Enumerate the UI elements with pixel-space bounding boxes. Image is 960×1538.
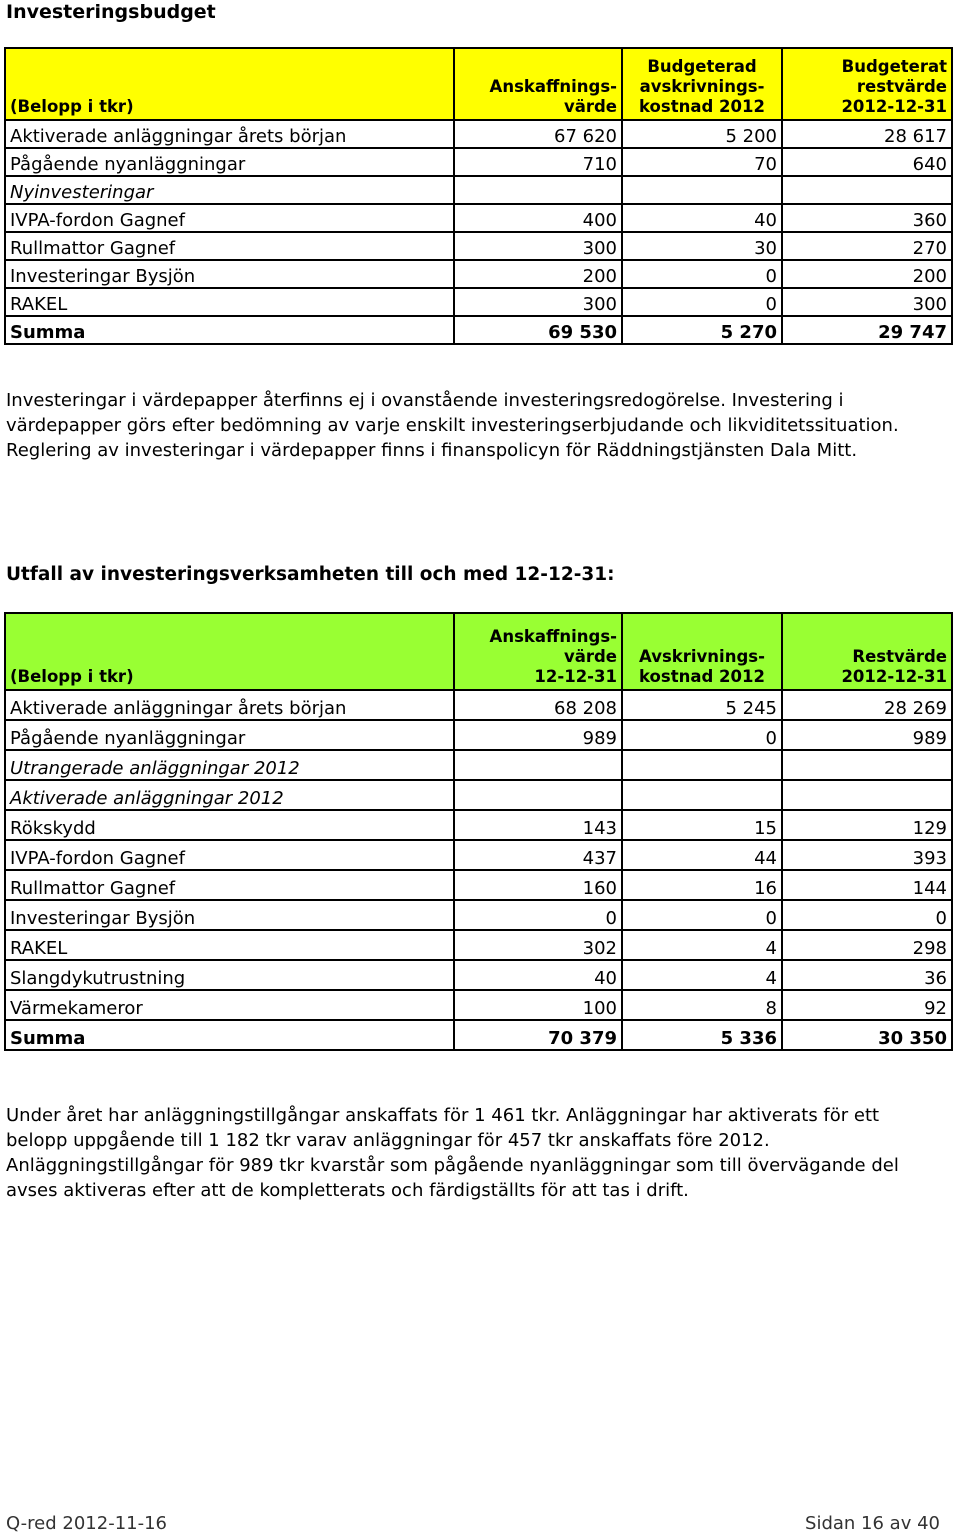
- sum-depreciation: 5 336: [622, 1020, 782, 1050]
- row-label: Rullmattor Gagnef: [5, 870, 454, 900]
- depreciation-cell: 30: [622, 232, 782, 260]
- row-label: Pågående nyanläggningar: [5, 720, 454, 750]
- table-row: [5, 870, 952, 900]
- residual-value-cell: 92: [782, 990, 952, 1020]
- sum-acquisition-value: 70 379: [454, 1020, 622, 1050]
- sum-row: [5, 1020, 952, 1050]
- table-row: [5, 720, 952, 750]
- residual-value-cell: 393: [782, 840, 952, 870]
- row-label: Rökskydd: [5, 810, 454, 840]
- residual-value-cell: 300: [782, 288, 952, 316]
- table-row: [5, 260, 952, 288]
- table-row: [5, 176, 952, 204]
- acquisition-value-cell: 40: [454, 960, 622, 990]
- depreciation-cell: 4: [622, 930, 782, 960]
- table-row: [5, 840, 952, 870]
- residual-value-cell: 0: [782, 900, 952, 930]
- acquisition-value-cell: 300: [454, 288, 622, 316]
- sum-depreciation: 5 270: [622, 316, 782, 344]
- depreciation-cell: 70: [622, 148, 782, 176]
- acquisition-value-cell: 437: [454, 840, 622, 870]
- acquisition-value-cell: [454, 750, 622, 780]
- acquisition-value-cell: 200: [454, 260, 622, 288]
- depreciation-cell: 0: [622, 288, 782, 316]
- row-label: IVPA-fordon Gagnef: [5, 840, 454, 870]
- header-residual-value: Restvärde 2012-12-31: [782, 613, 952, 690]
- residual-value-cell: 36: [782, 960, 952, 990]
- residual-value-cell: 28 617: [782, 120, 952, 148]
- sum-row: [5, 316, 952, 344]
- row-label: Utrangerade anläggningar 2012: [5, 750, 454, 780]
- residual-value-cell: [782, 780, 952, 810]
- acquisition-value-cell: 160: [454, 870, 622, 900]
- table-header-row: [5, 48, 952, 120]
- header-amount-label: (Belopp i tkr): [5, 48, 454, 120]
- residual-value-cell: 298: [782, 930, 952, 960]
- depreciation-cell: 5 200: [622, 120, 782, 148]
- depreciation-cell: 16: [622, 870, 782, 900]
- acquisition-value-cell: 300: [454, 232, 622, 260]
- header-depreciation: Avskrivnings- kostnad 2012: [622, 613, 782, 690]
- depreciation-cell: 15: [622, 810, 782, 840]
- acquisition-value-cell: [454, 176, 622, 204]
- row-label: Rullmattor Gagnef: [5, 232, 454, 260]
- sum-acquisition-value: 69 530: [454, 316, 622, 344]
- acquisition-value-cell: 67 620: [454, 120, 622, 148]
- securities-note-paragraph: Investeringar i värdepapper återfinns ej i ovanstående investeringsredogörelse. Investering i värdepapper görs efter bedömning av varje enskilt investeringserbjudande och likviditetssituation. Reglering av investeringar i värdepapper finns i finanspolicyn för Räddningstjänsten Dala Mitt.: [6, 390, 899, 461]
- table-row: [5, 900, 952, 930]
- table-row: [5, 232, 952, 260]
- table-row: [5, 990, 952, 1020]
- table-row: [5, 148, 952, 176]
- sum-residual-value: 30 350: [782, 1020, 952, 1050]
- acquisition-value-cell: 68 208: [454, 690, 622, 720]
- table-row: [5, 288, 952, 316]
- depreciation-cell: 4: [622, 960, 782, 990]
- depreciation-cell: [622, 176, 782, 204]
- acquisition-value-cell: 143: [454, 810, 622, 840]
- table-row: [5, 204, 952, 232]
- sum-label: Summa: [5, 316, 454, 344]
- row-label: Värmekameror: [5, 990, 454, 1020]
- acquisition-value-cell: 100: [454, 990, 622, 1020]
- row-label: Pågående nyanläggningar: [5, 148, 454, 176]
- acquisition-value-cell: 989: [454, 720, 622, 750]
- residual-value-cell: [782, 750, 952, 780]
- outcome-table: [4, 612, 953, 1051]
- depreciation-cell: 0: [622, 720, 782, 750]
- footer-document-ref: Q-red 2012-11-16: [6, 1513, 167, 1534]
- depreciation-cell: 8: [622, 990, 782, 1020]
- row-label: Aktiverade anläggningar 2012: [5, 780, 454, 810]
- depreciation-cell: 0: [622, 900, 782, 930]
- row-label: IVPA-fordon Gagnef: [5, 204, 454, 232]
- row-label: Aktiverade anläggningar årets början: [5, 120, 454, 148]
- row-label: Investeringar Bysjön: [5, 260, 454, 288]
- residual-value-cell: 640: [782, 148, 952, 176]
- residual-value-cell: 144: [782, 870, 952, 900]
- section-title: Utfall av investeringsverksamheten till och med 12-12-31:: [6, 564, 615, 585]
- acquisition-value-cell: 710: [454, 148, 622, 176]
- table-row: [5, 960, 952, 990]
- row-label: Nyinvesteringar: [5, 176, 454, 204]
- depreciation-cell: [622, 780, 782, 810]
- table-row: [5, 750, 952, 780]
- residual-value-cell: 360: [782, 204, 952, 232]
- sum-residual-value: 29 747: [782, 316, 952, 344]
- table-row: [5, 780, 952, 810]
- table-header-row: [5, 613, 952, 690]
- residual-value-cell: [782, 176, 952, 204]
- table-row: [5, 810, 952, 840]
- acquisition-value-cell: 302: [454, 930, 622, 960]
- residual-value-cell: 200: [782, 260, 952, 288]
- footer-page-number: Sidan 16 av 40: [805, 1513, 940, 1534]
- depreciation-cell: 5 245: [622, 690, 782, 720]
- depreciation-cell: 44: [622, 840, 782, 870]
- row-label: Slangdykutrustning: [5, 960, 454, 990]
- row-label: RAKEL: [5, 288, 454, 316]
- acquisition-summary-paragraph: Under året har anläggningstillgångar anskaffats för 1 461 tkr. Anläggningar har aktiverats för ett belopp uppgående till 1 182 tkr varav anläggningar för 457 tkr anskaffats före 2012. Anläggningstillgångar för 989 tkr kvarstår som pågående nyanläggningar som till övervägande del avses aktiveras efter att de kompletterats och färdigställts för att tas i drift.: [6, 1105, 899, 1201]
- header-acquisition-value: Anskaffnings- värde: [454, 48, 622, 120]
- residual-value-cell: 270: [782, 232, 952, 260]
- budget-table: [4, 47, 953, 345]
- header-budgeted-depreciation: Budgeterad avskrivnings- kostnad 2012: [622, 48, 782, 120]
- depreciation-cell: 0: [622, 260, 782, 288]
- table-row: [5, 930, 952, 960]
- sum-label: Summa: [5, 1020, 454, 1050]
- residual-value-cell: 129: [782, 810, 952, 840]
- depreciation-cell: 40: [622, 204, 782, 232]
- row-label: Investeringar Bysjön: [5, 900, 454, 930]
- residual-value-cell: 989: [782, 720, 952, 750]
- row-label: RAKEL: [5, 930, 454, 960]
- depreciation-cell: [622, 750, 782, 780]
- table-row: [5, 120, 952, 148]
- header-acquisition-value: Anskaffnings- värde 12-12-31: [454, 613, 622, 690]
- header-budgeted-residual: Budgeterat restvärde 2012-12-31: [782, 48, 952, 120]
- acquisition-value-cell: 400: [454, 204, 622, 232]
- acquisition-value-cell: 0: [454, 900, 622, 930]
- page-title: Investeringsbudget: [6, 1, 216, 23]
- table-row: [5, 690, 952, 720]
- residual-value-cell: 28 269: [782, 690, 952, 720]
- row-label: Aktiverade anläggningar årets början: [5, 690, 454, 720]
- header-amount-label: (Belopp i tkr): [5, 613, 454, 690]
- acquisition-value-cell: [454, 780, 622, 810]
